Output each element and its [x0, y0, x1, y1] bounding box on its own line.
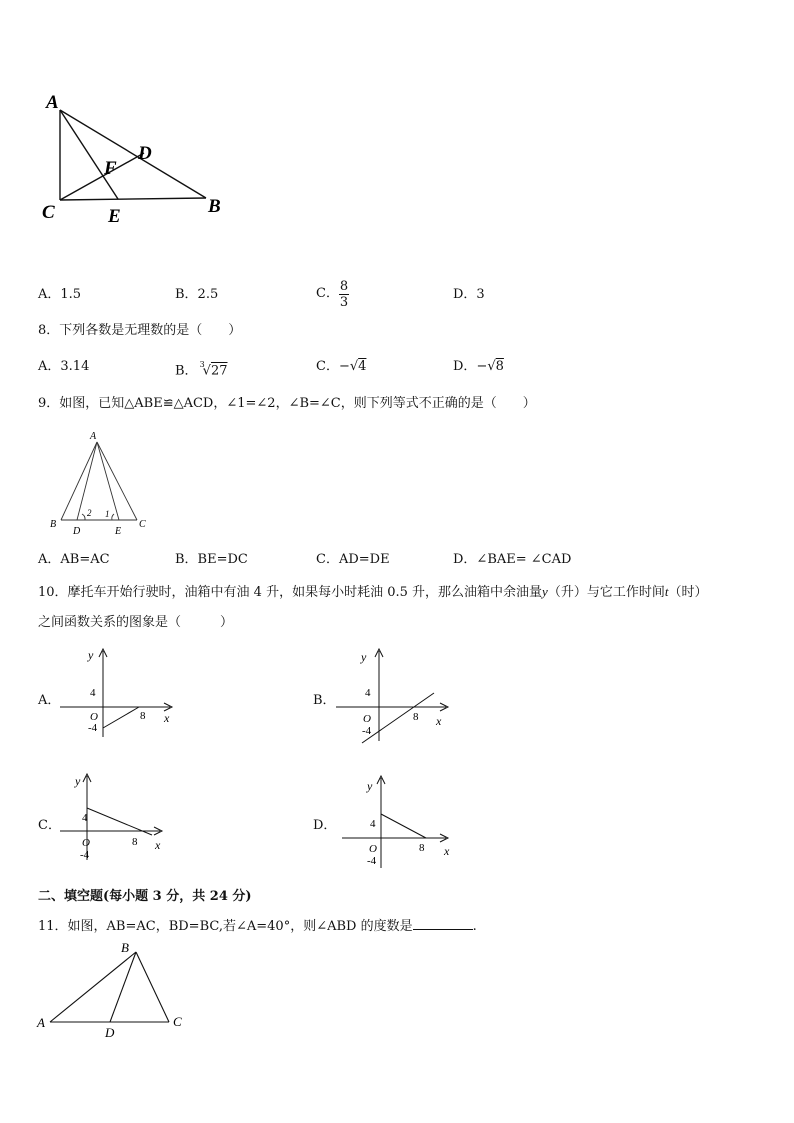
q10-option-b-label: B．	[313, 693, 336, 708]
q10-stem-pre: 10．摩托车开始行驶时，油箱中有油 4 升，如果每小时耗油 0.5 升，那么油箱中余油量	[38, 585, 543, 600]
q10-stem-line1	[38, 584, 707, 601]
triangle-figure-q9	[44, 428, 156, 540]
origin-label: O	[90, 711, 98, 723]
q9-option-d: D．∠BAE= ∠CAD	[453, 552, 572, 567]
vertex-label-a: A	[37, 1015, 45, 1030]
q11-stem-text: 11．如图，AB=AC，BD=BC,若∠A=40°，则∠ABD 的度数是	[38, 919, 413, 934]
q10-stem-post: （时）	[668, 585, 708, 600]
y-axis-label: y	[367, 779, 373, 793]
q10-option-c-label: C．	[38, 818, 61, 833]
root-sign: √	[202, 363, 211, 379]
q8-option-b-radicand: 27	[210, 363, 228, 379]
x-axis-label: x	[164, 711, 170, 725]
q8-option-d-prefix: D．	[453, 359, 477, 374]
graph-option-b	[336, 645, 460, 745]
q10-stem-line2: 之间函数关系的图象是（ ）	[38, 615, 234, 630]
vertex-label-e: E	[115, 526, 122, 537]
tick-label-4: 4	[370, 818, 376, 830]
q7-option-c-prefix: C．	[316, 286, 339, 301]
triangle-figure-q7	[36, 88, 236, 228]
root-index: 3	[199, 360, 205, 369]
graph-option-d	[342, 770, 466, 870]
x-axis-label: x	[444, 844, 450, 858]
q7-option-c	[316, 272, 349, 316]
q10-stem-mid: （升）与它工作时间	[547, 585, 665, 600]
vertex-label-f: F	[104, 158, 117, 179]
q11-stem	[38, 917, 477, 935]
vertex-label-c: C	[42, 202, 55, 223]
origin-label: O	[82, 837, 90, 849]
tick-label-neg4: -4	[367, 855, 377, 867]
q7-option-b: B．2.5	[175, 287, 219, 302]
vertex-label-a: A	[46, 92, 59, 113]
tick-label-4: 4	[90, 687, 96, 699]
q9-option-c: C．AD=DE	[316, 552, 390, 567]
fraction-8-3	[339, 279, 349, 310]
minus-sign: −	[476, 359, 488, 374]
q8-option-b-prefix: B．	[175, 363, 198, 379]
q8-option-c-prefix: C．	[316, 359, 339, 374]
q9-stem: 9．如图，已知△ABE≌△ACD，∠1=∠2，∠B=∠C，则下列等式不正确的是（ ）	[38, 396, 536, 411]
graph-option-c	[60, 770, 184, 864]
tick-label-8: 8	[419, 842, 425, 854]
q10-var-t: t	[664, 584, 669, 599]
y-axis-label: y	[88, 648, 94, 662]
q11-stem-end: .	[472, 919, 477, 934]
graph-option-a	[60, 645, 184, 737]
q9-option-a: A．AB=AC	[38, 552, 110, 567]
tick-label-neg4: -4	[362, 725, 372, 737]
tick-label-4: 4	[82, 812, 88, 824]
origin-label: O	[369, 843, 377, 855]
q8-option-d-radicand: 8	[495, 359, 504, 374]
tick-label-8: 8	[413, 711, 419, 723]
vertex-label-b: B	[50, 519, 57, 530]
vertex-label-d: D	[73, 526, 81, 537]
tick-label-8: 8	[132, 836, 138, 848]
x-axis-label: x	[436, 714, 442, 728]
q7-option-d: D．3	[453, 287, 485, 302]
vertex-label-a: A	[90, 431, 97, 442]
vertex-label-b: B	[121, 940, 129, 955]
vertex-label-b: B	[208, 196, 221, 217]
q8-option-b	[175, 359, 228, 379]
y-axis-label: y	[361, 650, 367, 664]
vertex-label-c: C	[173, 1014, 182, 1029]
q7-option-a: A．1.5	[38, 287, 82, 302]
vertex-label-d: D	[105, 1025, 115, 1040]
vertex-label-c: C	[139, 519, 146, 530]
angle-label-1: 1	[105, 509, 110, 519]
q8-option-c-radicand: 4	[358, 359, 367, 374]
root-sign: √	[349, 359, 359, 374]
q8-option-c	[316, 359, 366, 375]
q8-option-d	[453, 359, 504, 375]
triangle-figure-q11	[34, 938, 194, 1042]
q10-var-y: y	[542, 584, 548, 599]
origin-label: O	[363, 713, 371, 725]
q10-option-d-label: D．	[313, 818, 337, 833]
x-axis-label: x	[155, 838, 161, 852]
tick-label-neg4: -4	[80, 849, 90, 861]
q9-option-b: B．BE=DC	[175, 552, 248, 567]
angle-label-2: 2	[87, 508, 92, 518]
tick-label-neg4: -4	[88, 722, 98, 734]
y-axis-label: y	[75, 774, 81, 788]
tick-label-4: 4	[365, 687, 371, 699]
q10-option-a-label: A．	[38, 693, 61, 708]
minus-sign: −	[338, 359, 350, 374]
fraction-denominator: 3	[339, 294, 349, 310]
answer-blank[interactable]	[413, 917, 473, 930]
root-sign: √	[487, 359, 496, 374]
section-heading-fill-in: 二、填空题(每小题 3 分，共 24 分)	[38, 889, 252, 904]
q8-option-a: A．3.14	[38, 359, 90, 374]
tick-label-8: 8	[140, 710, 146, 722]
q8-stem: 8．下列各数是无理数的是（ ）	[38, 323, 242, 338]
vertex-label-d: D	[138, 143, 152, 164]
vertex-label-e: E	[108, 206, 121, 227]
fraction-numerator: 8	[339, 278, 349, 294]
